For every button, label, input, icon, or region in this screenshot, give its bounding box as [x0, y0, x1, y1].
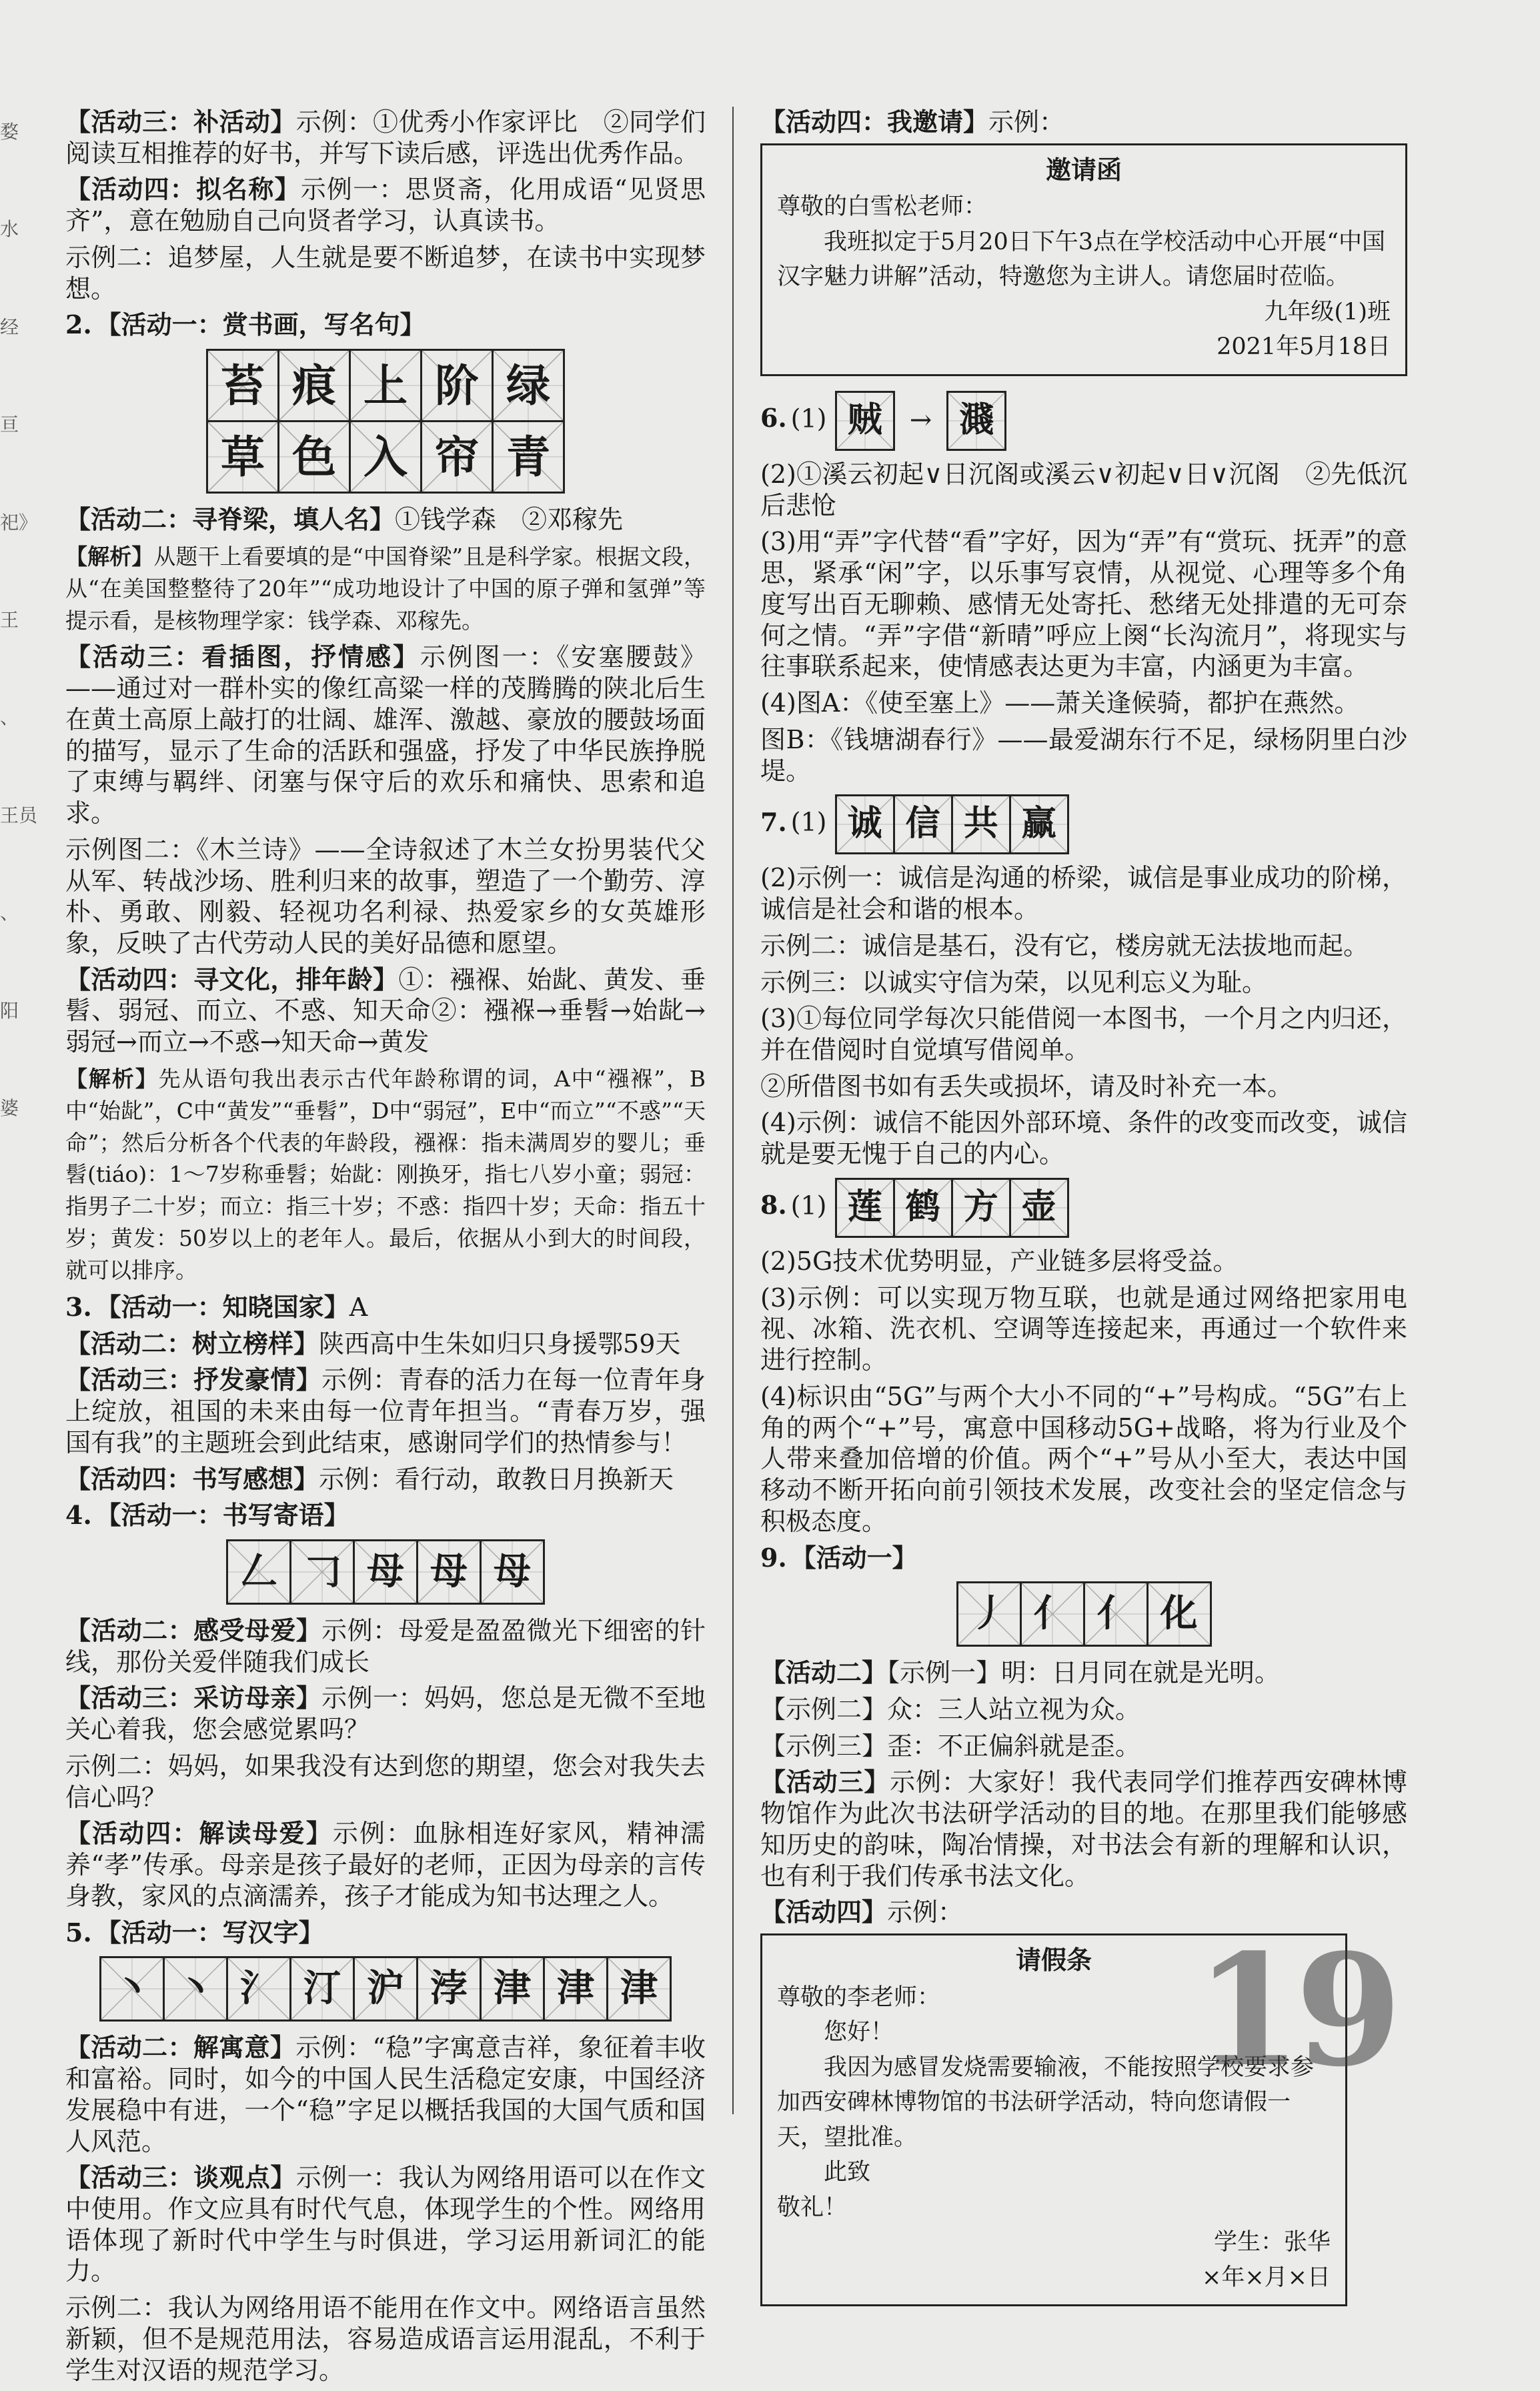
q8-4: (4)标识由“5G”与两个大小不同的“+”号构成。“5G”右上角的两个“+”号，寓意中国移动5G+战略，将为行业及个人带来叠加倍增的价值。两个“+”号从小至大，表达中国移动不断开拓向前引领技术发展，改变社会的坚定信念与积极态度。 — [760, 1381, 1407, 1536]
q1-activity4-example2: 示例二：追梦屋，人生就是要不断追梦，在读书中实现梦想。 — [65, 242, 706, 303]
q9-activity2c: 【示例三】歪：不正偏斜就是歪。 — [760, 1731, 1141, 1761]
q8-2: (2)5G技术优势明显，产业链多层将受益。 — [760, 1246, 1239, 1276]
grid-char: 痕 — [279, 349, 351, 422]
grid-char: 沪 — [355, 1956, 418, 2022]
q6-4a: (4)图A：《使至塞上》——萧关逢候骑，都护在燕然。 — [760, 688, 1360, 718]
q2-calligraphy-grid — [65, 349, 706, 494]
grid-char: 氵 — [228, 1956, 291, 2022]
grid-char: 苔 — [206, 349, 279, 422]
q-invite-heading: 【活动四：我邀请】示例： — [760, 107, 1065, 137]
q6-4b: 图B：《钱塘湖春行》——最爱湖东行不足，绿杨阴里白沙堤。 — [760, 724, 1407, 786]
q6-grid-a — [835, 391, 895, 451]
binding-edge-text: 婺 水 经 亘 祀》 王 、 王员 、 阳 婆 — [0, 121, 38, 1119]
q7-grid — [835, 794, 1069, 854]
q3-activity3: 【活动三：抒发豪情】示例：青春的活力在每一位青年身上绽放，祖国的未来由每一位青年担当。“青春万岁，强国有我”的主题班会到此结束，感谢同学们的热情参与！ — [65, 1365, 706, 1457]
q4-activity3: 【活动三：采访母亲】示例一：妈妈，您总是无微不至地关心着我，您会感觉累吗？ — [65, 1683, 706, 1745]
q8-3: (3)示例：可以实现万物互联，也就是通过网络把家用电视、冰箱、洗衣机、空调等连接起来，再通过一个软件来进行控制。 — [760, 1283, 1407, 1375]
grid-char: 青 — [494, 422, 565, 494]
grid-char: 津 — [545, 1956, 608, 2022]
q2-activity3: 【活动三：看插图，抒情感】示例图一：《安塞腰鼓》——通过对一群朴实的像红高粱一样的茂腾腾的陕北后生在黄土高原上敲打的壮阔、雄浑、激越、豪放的腰鼓场面的描写，显示了生命的活跃和强盛，抒发了中华民族挣脱了束缚与羁绊、闭塞与保守后的欢乐和痛快、思索和追求。 — [65, 642, 706, 828]
q2-activity4: 【活动四：寻文化，排年龄】①：襁褓、始龀、黄发、垂髫、弱冠、而立、不惑、知天命②：襁褓→垂髫→始龀→弱冠→而立→不惑→知天命→黄发 — [65, 964, 706, 1057]
q8-grid — [835, 1178, 1069, 1238]
grid-char: 信 — [895, 794, 953, 854]
invitation-letter — [760, 143, 1407, 376]
leave-sign: 学生：张华 — [1213, 2229, 1331, 2256]
grid-char: 母 — [482, 1539, 545, 1605]
grid-char: 津 — [608, 1956, 672, 2022]
grid-char: 鹤 — [895, 1178, 953, 1238]
q2-activity3-example2: 示例图二：《木兰诗》——全诗叙述了木兰女扮男装代父从军、转战沙场、胜利归来的故事，塑造了一个勤劳、淳朴、勇敢、刚毅、轻视功名利禄、热爱家乡的女英雄形象，反映了古代劳动人民的美好品德和愿望。 — [65, 834, 706, 958]
q9-activity2a: 【活动二】【示例一】明：日月同在就是光明。 — [760, 1657, 1281, 1688]
q6-3: (3)用“弄”字代替“看”字好，因为“弄”有“赏玩、抚弄”的意思，紧承“闲”字，以乐事写哀情，从视觉、心理等多个角度写出百无聊赖、感情无处寄托、愁绪无处排遣的无可奈何之情。“弄”字借“新晴”呼应上阕“长沟流月”，将现实与往事联系起来，使情感表达更为丰富，内涵更为丰富。 — [760, 527, 1407, 682]
q3-activity4: 【活动四：书写感想】示例：看行动，敢教日月换新天 — [65, 1463, 674, 1494]
q5-activity3: 【活动三：谈观点】示例一：我认为网络用语可以在作文中使用。作文应具有时代气息，体现学生的个性。网络用语体现了新时代中学生与时俱进，学习运用新词汇的能力。 — [65, 2162, 706, 2286]
grid-char: 汀 — [291, 1956, 355, 2022]
grid-char: 丶 — [99, 1956, 165, 2022]
leave-salutation: 尊敬的李老师： — [777, 1983, 941, 2011]
q7-3a: (3)①每位同学每次只能借阅一本图书，一个月之内归还，并在借阅时自觉填写借阅单。 — [760, 1004, 1407, 1064]
q2-activity2: 【活动二：寻脊梁，填人名】①钱学森 ②邓稼先 — [65, 504, 624, 535]
grid-char: 共 — [953, 794, 1011, 854]
leave-closing1: 此致 — [824, 2159, 871, 2186]
grid-char: 化 — [1148, 1581, 1212, 1647]
invitation-salutation: 尊敬的白雪松老师： — [777, 193, 988, 221]
q6-grid-b — [946, 391, 1006, 451]
grid-char: 壶 — [1011, 1178, 1069, 1238]
grid-char: 诚 — [835, 794, 895, 854]
grid-char: 丿 — [956, 1581, 1022, 1647]
grid-char: 莲 — [835, 1178, 895, 1238]
grid-char: 上 — [351, 349, 422, 422]
q9-stroke-grid — [760, 1581, 1407, 1647]
arrow-icon: → — [909, 405, 932, 436]
grid-char: 色 — [279, 422, 351, 494]
invitation-body: 我班拟定于5月20日下午3点在学校活动中心开展“中国汉字魅力讲解”活动，特邀您为主讲人。请您届时莅临。 — [777, 228, 1385, 291]
q9-activity4: 【活动四】示例： — [760, 1897, 964, 1927]
q9-activity3: 【活动三】示例：大家好！我代表同学们推荐西安碑林博物馆作为此次书法研学活动的目的地。在那里我们能够感知历史的韵味，陶冶情操，对书法会有新的理解和认识，也有利于我们传承书法文化。 — [760, 1767, 1407, 1891]
grid-char: 母 — [418, 1539, 482, 1605]
q7-2a: (2)示例一：诚信是沟通的桥梁，诚信是事业成功的阶梯，诚信是社会和谐的根本。 — [760, 863, 1407, 924]
grid-char: 亻 — [1022, 1581, 1085, 1647]
q5-heading: 5. 【活动一：写汉字】 — [65, 1917, 324, 1947]
q2-analysis1: 【解析】从题干上看要填的是“中国脊梁”且是科学家。根据文段，从“在美国整整待了20年”“成功地设计了中国的原子弹和氢弹”等提示看，是核物理学家：钱学森、邓稼先。 — [65, 543, 706, 634]
grid-char: 草 — [206, 422, 279, 494]
grid-char: 绿 — [494, 349, 565, 422]
grid-char: 赢 — [1011, 794, 1069, 854]
q7-2b: 示例二：诚信是基石，没有它，楼房就无法拔地而起。 — [760, 930, 1369, 960]
grid-char: 浡 — [418, 1956, 482, 2022]
q3-activity2: 【活动二：树立榜样】陕西高中生朱如归只身援鄂59天 — [65, 1328, 681, 1359]
q4-activity2: 【活动二：感受母爱】示例：母爱是盈盈微光下细密的针线，那份关爱伴随我们成长 — [65, 1615, 706, 1677]
leave-greeting: 您好！ — [824, 2019, 894, 2046]
column-divider — [732, 107, 734, 2114]
invitation-title: 邀请函 — [1045, 155, 1122, 185]
q6-1: 6. (1) 贼 → 濺 — [760, 388, 1407, 454]
q1-activity3: 【活动三：补活动】示例：①优秀小作家评比 ②同学们阅读互相推荐的好书，并写下读后感，评选出优秀作品。 — [65, 107, 706, 168]
q9-activity2b: 【示例二】众：三人站立视为众。 — [760, 1695, 1141, 1724]
q5-activity2: 【活动二：解寓意】示例：“稳”字寓意吉祥，象征着丰收和富裕。同时，如今的中国人民生活稳定安康，中国经济发展稳中有进，一个“稳”字足以概括我国的大国气质和国人风范。 — [65, 2032, 706, 2156]
invitation-date: 2021年5月18日 — [1217, 333, 1391, 361]
q8-1: 8. (1) 莲 鹤 方 壶 — [760, 1175, 1407, 1241]
invitation-sign: 九年级(1)班 — [1264, 298, 1391, 325]
q4-activity4: 【活动四：解读母爱】示例：血脉相连好家风，精神濡养“孝”传承。母亲是孩子最好的老师，正因为母亲的言传身教，家风的点滴濡养，孩子才能成为知书达理之人。 — [65, 1818, 706, 1911]
grid-char: 濺 — [946, 391, 1006, 451]
grid-char: 阶 — [422, 349, 494, 422]
leave-title: 请假条 — [1015, 1945, 1092, 1975]
leave-closing2: 敬礼！ — [777, 2194, 848, 2221]
q4-heading: 4. 【活动一：书写寄语】 — [65, 1500, 349, 1531]
grid-char: 母 — [355, 1539, 418, 1605]
q4-stroke-grid — [65, 1539, 706, 1605]
q5-activity3-example2: 示例二：我认为网络用语不能用在作文中。网络语言虽然新颖，但不是规范用法，容易造成语言运用混乱，不利于学生对汉语的规范学习。 — [65, 2293, 706, 2385]
grid-char: 帘 — [422, 422, 494, 494]
grid-char: 津 — [482, 1956, 545, 2022]
left-column — [65, 107, 706, 2391]
q7-1: 7. (1) 诚 信 共 赢 — [760, 792, 1407, 857]
grid-char: 𠃋 — [226, 1539, 291, 1605]
leave-date: ×年×月×日 — [1202, 2264, 1331, 2291]
leave-body: 我因为感冒发烧需要输液，不能按照学校要求参加西安碑林博物馆的书法研学活动，特向您请假一天，望批准。 — [777, 2054, 1315, 2151]
q2-heading: 2. 【活动一：赏书画，写名句】 — [65, 309, 426, 340]
grid-char: 𠃌 — [291, 1539, 355, 1605]
q9-heading: 9. 【活动一】 — [760, 1542, 918, 1573]
grid-char: 丶 — [165, 1956, 228, 2022]
q4-activity3-example2: 示例二：妈妈，如果我没有达到您的期望，您会对我失去信心吗？ — [65, 1751, 706, 1812]
q2-analysis2: 【解析】先从语句我出表示古代年龄称谓的词，A中“襁褓”，B中“始龀”，C中“黄发”“垂髫”，D中“弱冠”，E中“而立”“不惑”“天命”；然后分析各个代表的年龄段，襁褓：指未满周岁的婴儿；垂髫(tiáo)：1～7岁称垂髫；始龀：刚换牙，指七八岁小童；弱冠：指男子二十岁；而立：指三十岁；不惑：指四十岁；天命：指五十岁；黄发：50岁以上的老年人。最后，依据从小到大的时间段，就可以排序。 — [65, 1065, 706, 1284]
q3-activity1: 3. 【活动一：知晓国家】A — [65, 1291, 368, 1322]
q6-2: (2)①溪云初起∨日沉阁或溪云∨初起∨日∨沉阁 ②先低沉后悲怆 — [760, 459, 1407, 520]
q7-3b: ②所借图书如有丢失或损坏，请及时补充一本。 — [760, 1071, 1293, 1101]
page-number: 19 — [1195, 1921, 1396, 2101]
q7-2c: 示例三：以诚实守信为荣，以见利忘义为耻。 — [760, 967, 1268, 997]
q5-stroke-grid — [65, 1956, 706, 2022]
grid-char: 亻 — [1085, 1581, 1148, 1647]
grid-char: 方 — [953, 1178, 1011, 1238]
grid-char: 贼 — [835, 391, 895, 451]
q7-4: (4)示例：诚信不能因外部环境、条件的改变而改变，诚信就是要无愧于自己的内心。 — [760, 1108, 1407, 1169]
q1-activity4: 【活动四：拟名称】示例一：思贤斋，化用成语“见贤思齐”，意在勉励自己向贤者学习，认真读书。 — [65, 174, 706, 236]
grid-char: 入 — [351, 422, 422, 494]
